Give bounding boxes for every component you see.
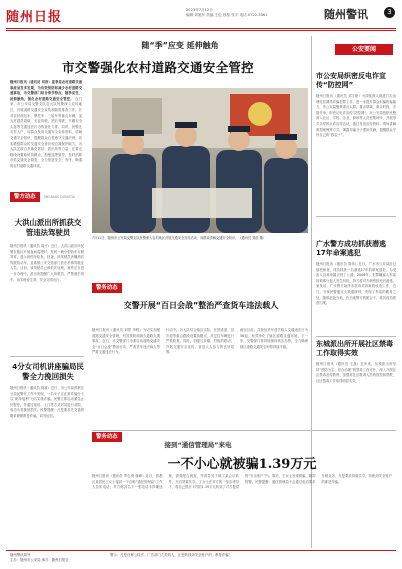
police-officers-photo [92, 88, 308, 233]
masthead-rule-thin [6, 30, 396, 31]
mid-body-left: 随州日报讯（通讯员 刘思 李程）为切实加强道路交通安全管理，有效预防和减少道路交通事故，近日，市交警部门全面启动道路交通安全“百日会战”整治行动，严查货车违法载人等严重交通违法行为。 [92, 328, 160, 355]
right-rule-1 [316, 216, 396, 217]
left-rule-1 [10, 356, 84, 357]
lead-headline: 市交警强化农村道路交通安全管控 [61, 60, 254, 75]
left-section-tag: 警方动态 [10, 192, 40, 202]
right-section-tag: 公安要闻 [335, 44, 393, 55]
right-story3-title: 东城派出所开展社区禁毒工作取得实效 [316, 340, 393, 357]
bottom-section-tag: 警务动态 [92, 432, 122, 442]
lead-body-col3-top [160, 80, 232, 88]
lead-body-text: 连日来，市公安局交警支队各大队民警深入农村地区，开展道路交通安全宣传和隐患排查工作，针对农村面包车、摩托车、三轮车等重点车辆，加大对超员超载、无证驾驶、酒后驾驶、不戴安全头盔等交通违法行为的查处力度。同时，民警还走村入户，向群众发放交通安全宣传资料，讲解交通安全知识，提醒群众自觉遵守交通法规，切实增强群众的交通安全意识和自我保护能力。各大队还联合乡镇交管站、派出所等力量，在重点路段设置临时执勤点，加强巡逻管控，及时消除各类交通安全隐患，全力营造安全、有序、畅通的农村道路交通环境。 [10, 96, 82, 168]
bottom-body: 随州日报讯（通讯员 罗志勇 谢峰）近日，曾都区某居民王女士接到一个自称“通信管理局”工作人员的电话，对方称其名下一张电话卡涉嫌违规，需要配合调查，并诱导其下载了某会议软件，开启屏幕共享。王女士在对方的一步步诱导下，将自己银行卡内的1.39万元转到了对方提供的“安全账户”内。事后，王女士发现被骗，随即报警。民警提醒：通信管理局不会通过电话要求办理业务，凡是要求屏幕共享、转账到安全账户的都是诈骗。 [92, 474, 392, 490]
lead-continuation [92, 248, 308, 278]
right-story3-body: 随州日报讯（通讯员 王磊）近年来，东城派出所坚持“预防为主、综合治理”的禁毒工作方针，深入开展社区禁毒宣传教育，加强对社区吸毒人员的管控和帮教，社区禁毒工作取得明显实效。 [316, 362, 396, 383]
issue-date: 2023年7月12日 [186, 8, 213, 12]
left-story2-body: 随州日报讯（通讯员 周斌）近日，市公安局曾都区分局民警在工作中发现，一名女子正在被诈骗分子以“刷单返利”为名实施诈骗。民警立即启动紧急止付程序，并通过电话、上门等方式对其进行劝阻，成功为其挽回损失。民警提醒：凡是要求先交钱的刷单兼职都是诈骗，切勿轻信。 [10, 386, 84, 418]
right-story1-body: 随州日报讯（通讯员 刘宇豪）为持续深入推进打击治理电信网络诈骗犯罪工作，进一步提升群众识骗防骗能力，市公安局聚焦重点人群、重点领域、重点时段，多措并举，织密反电诈宣传“防控网”。市公安局组织民警深入社区、学校、企业、商场等人员密集场所，开展形式多样的反诈宣传活动，通过发放宣传资料、现场讲解典型案例等方式，揭露诈骗分子惯用伎俩，提醒群众守好自己的“钱袋子”。 [316, 94, 396, 138]
bottom-kicker: 接到“通信管理局”来电 [164, 441, 232, 449]
newspaper-logo: 随州日报 [6, 10, 63, 25]
editor-line: 编辑 刘旭东 美编 王伦 校检 张平 电话 0722-3361 [186, 13, 268, 17]
section-title: 随州警讯 [324, 8, 368, 21]
left-section-subtag: JINGFANG DONGTAI [44, 195, 75, 199]
footer-left [10, 553, 69, 563]
masthead-rule [6, 28, 396, 29]
mid-body-right: 截至目前，共查处货车违法载人交通违法行为56起，有效净化了辖区道路交通环境。下一步，交警部门将持续保持高压态势，全力确保辖区道路交通安全形势持续平稳。 [240, 328, 308, 349]
masthead-info [186, 8, 268, 18]
footer-publisher: 主办：随州市公安局 承办：随州日报社 [10, 557, 69, 562]
right-story2-body: 随州日报讯（通讯员 陈伟）近日，广水市公安局经过缜密侦查，成功抓获一名潜逃17年的命案逃犯，为受害人及其家属讨回了公道。2006年，犯罪嫌疑人李某因琐事与他人发生纠纷，持刀将对方刺伤致死后潜逃。案发后，广水警方始终未放弃对该案的侦查工作，近日，专案民警通过大数据研判，发现了李某的藏身之处，随即赶赴当地，在当地警方的配合下，将其成功抓获归案。 [316, 262, 396, 306]
left-story1-title: 大洪山派出所抓获交管违法驾驶员 [14, 218, 82, 237]
mid-section-tag: 警务动态 [92, 283, 122, 293]
lead-body-col1 [10, 80, 82, 188]
mid-title: 交警开展“百日会战”整治严查货车违法载人 [123, 301, 279, 310]
lead-body-col2-top [92, 80, 156, 88]
lead-body-col4-top [236, 80, 308, 88]
left-story1-body: 随州日报讯（通讯员 周行）近日，大洪山派出所民警在辖区开展夜间巡逻时，发现一辆小型轿车行驶异常，遂示意停车检查。经查，该驾驶员涉嫌酒后驾驶机动车，且系被公安交管部门依法吊销驾驶证人员。目前，该驾驶员已被依法处理，案件正在进一步办理中。派出所提醒广大驾驶员，严禁酒后驾车，切实珍爱生命，安全文明出行。 [10, 244, 84, 282]
masthead [6, 6, 396, 28]
right-story2-title: 广水警方成功抓获潜逃17年命案逃犯 [316, 240, 386, 257]
footer-warning: 警示：凡是自称公检法、广告部门之类的人，让您转钱到安全账户的，都是诈骗！ [110, 553, 233, 557]
mid-body-middle: 行动中，各大队结合辖区实际，在国省道、县乡道等重点路段设置执勤点，对过往车辆进行严格检查。同时，加强与乡镇、村组的联动，开展交通安全宣传，营造人人参与的良好氛围。 [166, 328, 234, 355]
lead-photo [92, 88, 308, 233]
right-rule-2 [316, 336, 396, 337]
lead-kicker: 随“季”应变 延伸触角 [141, 41, 219, 50]
bottom-headline: 一不小心就被骗1.39万元 [167, 457, 317, 472]
lead-lede: 随州日报讯（通讯员 刘浩）夏季是农村道路交通事故易发多发期，为有效预防和减少农村道路交通事故，市交警部门结合季节特点，随季应变，延伸触角，强化农村道路交通安全管控。 [10, 80, 82, 101]
page-number: 3 [384, 7, 395, 18]
footer-rule [6, 550, 396, 551]
right-story1-title: 市公安局织密反电诈宣传“防控网” [316, 72, 386, 89]
photo-caption: 7月11日，随州市公安局交警支队民警深入农村地区开展交通安全宣传活动，向群众讲解交通安全知识。（通讯员 刘浩 摄） [92, 236, 266, 240]
footer-title: 随州警讯周刊 [10, 553, 31, 557]
left-story2-title: 4分女司机讲座骗局民警全力挽回损失 [12, 362, 84, 381]
bottom-rule [92, 430, 396, 431]
